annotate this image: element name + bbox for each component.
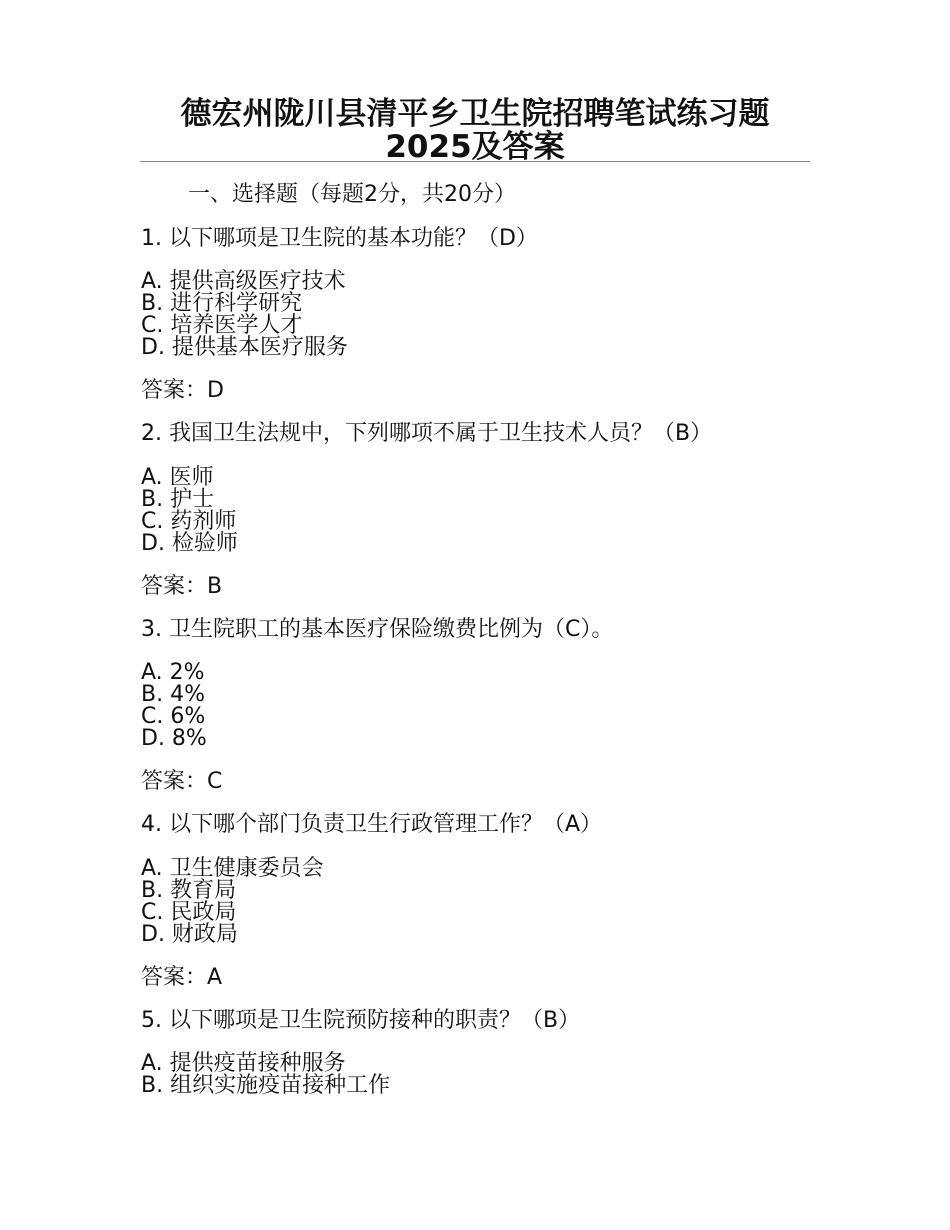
question-option: B. 进行科学研究 [141, 291, 303, 316]
question-stem: 5. 以下哪项是卫生院预防接种的职责？（B） [141, 1008, 581, 1033]
question-option: C. 药剂师 [141, 509, 237, 534]
question-option: A. 提供疫苗接种服务 [141, 1051, 346, 1076]
question-answer: 答案：C [141, 769, 223, 794]
question-option: D. 提供基本医疗服务 [141, 335, 348, 360]
question-option: A. 2% [141, 660, 205, 685]
question-option: B. 4% [141, 682, 205, 707]
section-heading: 一、选择题（每题2分，共20分） [188, 182, 516, 207]
question-stem: 1. 以下哪项是卫生院的基本功能？（D） [141, 226, 538, 251]
question-answer: 答案：D [141, 378, 224, 403]
question-stem: 2. 我国卫生法规中，下列哪项不属于卫生技术人员？（B） [141, 421, 713, 446]
question-option: A. 医师 [141, 465, 214, 490]
question-answer: 答案：B [141, 574, 223, 599]
question-option: C. 民政局 [141, 900, 237, 925]
question-stem: 3. 卫生院职工的基本医疗保险缴费比例为（C）。 [141, 617, 614, 642]
question-option: B. 护士 [141, 487, 215, 512]
question-option: D. 检验师 [141, 531, 238, 556]
question-option: D. 财政局 [141, 922, 238, 947]
question-answer: 答案：A [141, 965, 223, 990]
title-underline [140, 161, 810, 162]
question-option: A. 提供高级医疗技术 [141, 269, 346, 294]
document-title: 德宏州陇川县清平乡卫生院招聘笔试练习题2025及答案 [180, 96, 770, 165]
question-option: C. 培养医学人才 [141, 313, 303, 338]
question-option: A. 卫生健康委员会 [141, 856, 324, 881]
question-option: D. 8% [141, 726, 207, 751]
question-option: B. 组织实施疫苗接种工作 [141, 1073, 391, 1098]
question-option: B. 教育局 [141, 878, 237, 903]
question-stem: 4. 以下哪个部门负责卫生行政管理工作？（A） [141, 812, 603, 837]
question-option: C. 6% [141, 704, 206, 729]
